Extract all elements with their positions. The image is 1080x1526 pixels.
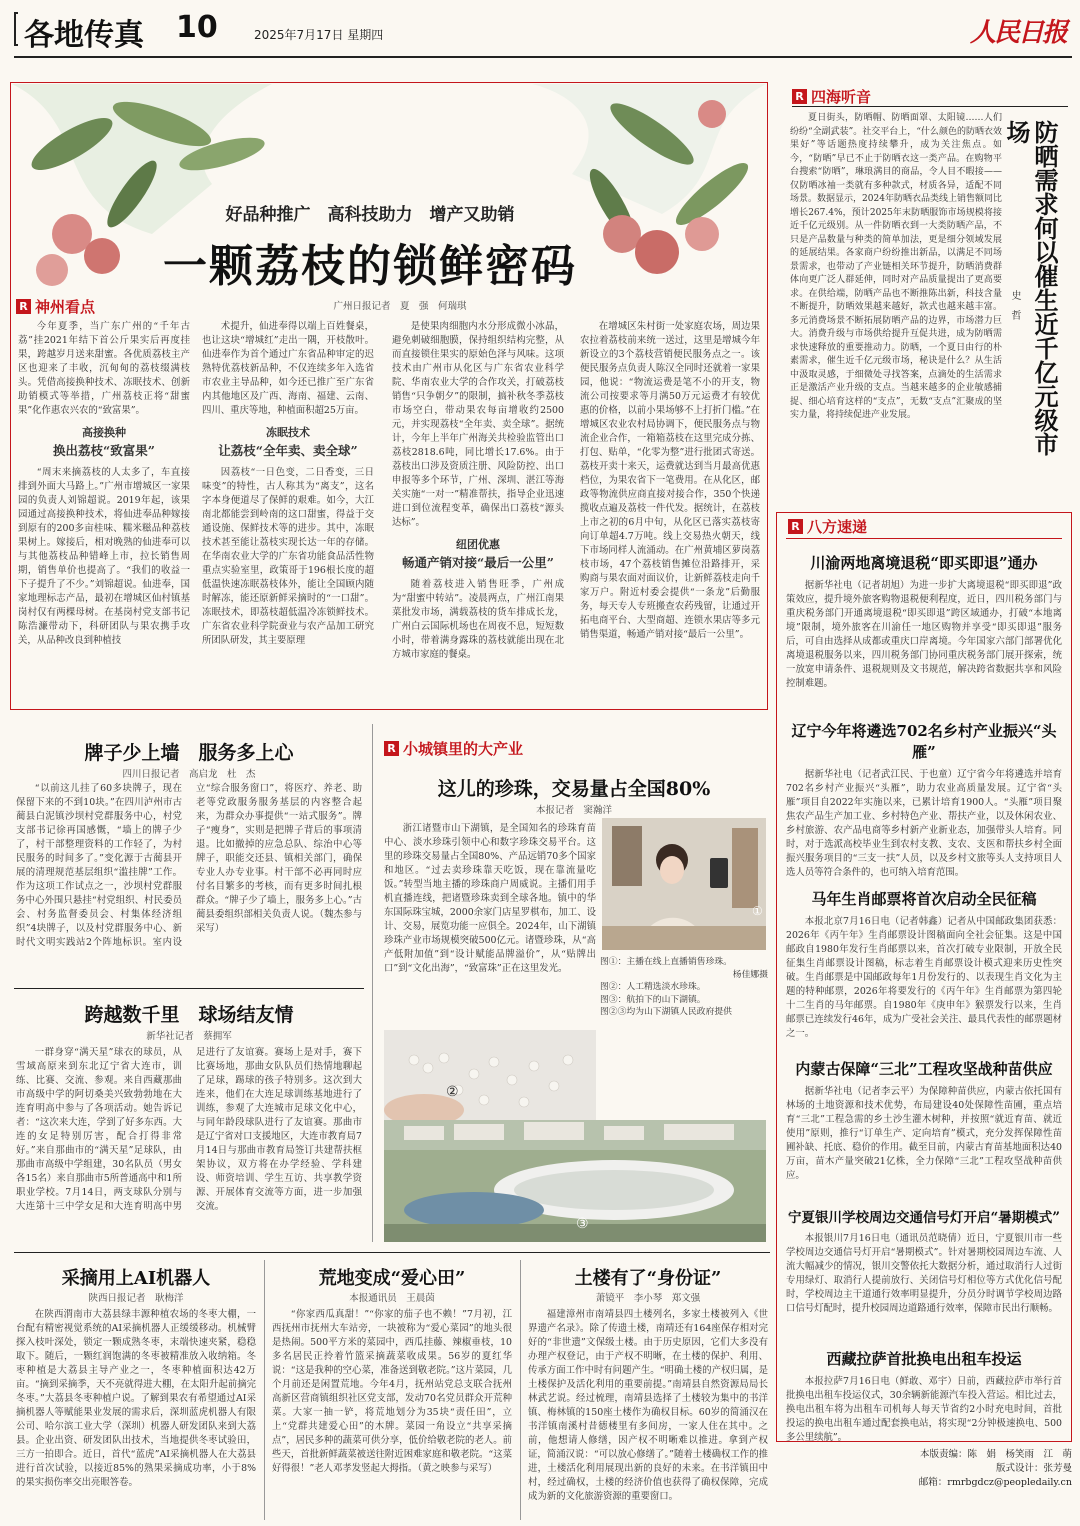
express-item-1 — [786, 552, 1062, 702]
town-photo-livestream — [602, 818, 766, 950]
label-text: 四海听音 — [811, 88, 872, 106]
express-title: 马年生肖邮票将首次启动全民征稿 — [811, 890, 1037, 908]
footer-designer: 版式设计：张芳曼 — [995, 1463, 1072, 1474]
bottom-divider-2 — [520, 1260, 521, 1520]
town-photo-aerial — [384, 1120, 766, 1242]
sec2-title: 让荔枝“全年卖、卖全球” — [218, 443, 358, 458]
r-badge-icon: R — [384, 741, 399, 756]
sec1-title: 换出荔枝“致富果” — [53, 443, 155, 458]
town-text: 浙江诸暨市山下湖镇，是全国知名的珍珠育苗中心、淡水珍珠引领中心和数字珍珠交易平台。这里的珍珠交易量占全国80%、产品远销70多个国家和地区。“过去卖珍珠靠天吃饭，现在靠流量吃饭。”转型当地主播的珍珠商户周威说。主播们用手机直播连线，把诸暨珍珠卖到全球各地。镇中的华东国际珠宝城，2000余家门店星罗棋布，加工、设计、交易，展览功能一应俱全。2024年，山下湖镇珍珠产业市场规模突破500亿元。诸暨珍珠，从“高产低附加值”到“设计赋能品牌溢价”，从“贴牌出口”到“文化出海”，“致富珠”正在这里发光。 — [384, 823, 596, 974]
express-title: 川渝两地离境退税“即买即退”通办 — [810, 554, 1038, 572]
bottom-story-3-text: 福建漳州市南靖县四土楼列名，多家土楼被列入《世界遗产名录》。除了传遗土楼，南靖还有164座保存相对完好的“非世遗”文保级土楼。由于历史原因，它们大多没有办理产权登记，由于产权不明晰，在土楼的保护、利用、传承方面工作中时有问题产生。“明确土楼的产权归属，是土楼保护及活化利用的重要前提。”南靖县自然资源局局长林武艺说。经过梳理，南靖县选择了土楼较为集中的书洋镇、梅林镇的150座土楼作为确权目标。60岁的简涌汉在书洋镇南溪村昔德楼里有多间房，一家人住在其中。之前，他想请人修缮，因产权不明晰难以推进。拿到产权证，简涌汉说：“可以放心修缮了。”随着土楼确权工作的推进，土楼活化利用展现出新的良好的未来。在书洋镇田中村，经过确权，土楼的经济价值也获得了确权保障，完成成为新的文化旅游资源的重要窗口。 — [528, 1309, 768, 1502]
express-text: 本报银川7月16日电（通讯员范晓倩）近日，宁夏银川市一些学校周边交通信号灯开启“暑期模式”。针对暑期校园周边车流、人流大幅减少的情况，银川交警依托大数据分析，通过取消行人过街专用绿灯、取消行人提前放行、关闭信号灯相位等方式优化信号配时，学校周边主干道通行效率明显提升，分员分时调节学校周边路口信号灯配时，提升校园周边道路通行效率，保障市民出行顺畅。 — [786, 1233, 1062, 1314]
story2-byline: 新华社记者 蔡拥军 — [146, 1031, 232, 1042]
sec3-kicker: 纽团优惠 — [456, 538, 500, 551]
feature-col-3 — [392, 320, 564, 705]
town-section-label — [384, 738, 523, 759]
express-item-6 — [786, 1348, 1062, 1443]
bottom-story-3-byline: 萧镜平 李小琴 郑文强 — [595, 1293, 701, 1304]
bottom-story-3-title: 土楼有了“身份证” — [574, 1268, 722, 1289]
r-badge-icon: R — [16, 299, 31, 314]
col3-top: 是使果肉细胞内水分形成微小冰晶，避免刺破细胞膜，保持组织结构完整，从而直接锁住果实的原始色泽与风味。这项技术由广州市从化区与广东省农业科学院、华南农业大学的合作攻关，打破荔枝销售“只争朝夕”的限制，搞补秋冬季荔枝市场空白，带动果农每亩增收约2500元，并实现荔枝“全年卖、卖全球”。据统计，今年上半年广州海关共检验监管出口荔枝2818.6吨，同比增长17.6%。由于荔枝出口涉及资质注册、风险防控、出口申报等多个环节，广州、深圳、湛江等海关实施“一对一”精准帮扶，指导企业迅速进口到位流程变革，确保出口荔枝“源头达标”。 — [392, 321, 564, 528]
story1-text: “以前这儿挂了60多块牌子，现在保留下来的不到10块。”在四川泸州市古蔺县白泥镇沙坝村党群服务中心，村党支部书记徐再国感慨，“墙上的牌子少了，村干部整理资料的工作轻了，为村民服务的时间多了。”变化源于古蔺县开展的清理规范基层组织“滥挂牌”工作。作为这项工作试点之一，沙坝村党群服务中心外围只悬挂“村党组织、村民委员会、村务监督委员会、村集体经济组织”4块牌子，以及村党群服务中心、新时代文明实践站2个阵地标识。室内设立“综合服务窗口”，将医疗、养老、助老等党政服务服务基层的内容整合起来，为群众办事提供“一站式服务”。牌子“瘦身”，实则是把牌子背后的事项清退。比如撤掉的应急总队、综治中心等牌子，职能交还县、镇相关部门，确保专业人办专业事。村干部不必再同时应付名目繁多的考核，而有更多时间扎根群众。“牌子少了墙上，服务多上心。”古蔺县委组织部相关负责人说。（魏杰参与采写） — [16, 783, 362, 948]
express-title: 内蒙古保障“三北”工程攻坚战种苗供应 — [795, 1060, 1053, 1078]
town-title: 这儿的珍珠，交易量占全国80% — [437, 778, 711, 800]
express-section-label — [788, 516, 867, 537]
bottom-rule — [14, 1252, 770, 1253]
bottom-story-2-text: “你家西瓜真甜！”“你家的茄子也不赖！”7月初，江西抚州市抚州大车站旁，一块被称为“爱心菜园”的地头很是热闹。500平方米的菜园中，西瓜挂藤、辣椒垂枝，10多名居民正拎着竹篮采摘蔬菜收成果。56岁的夏红华说：“这是我种的空心菜，准备送到敬老院。”这片菜园，几个月前还是闲置荒地。今年4月，抚州站党总支联合抚州高新区营商镇组织社区党支部，发动70名党员群众开荒种菜。大家一抽一铲，将荒地划分为35块“责任田”，立上“党群共建爱心田”的木牌。菜园一角设立“共享采摘点”，居民多种的蔬菜可供分享，低价给敬老院的老人。前些天，首批新鲜蔬菜被送往附近困难家庭和敬老院。“这菜好得很！”老人邓孝发竖起大拇指。（黄之映参与采写） — [272, 1309, 512, 1474]
express-item-2 — [786, 720, 1062, 878]
feature-byline: 广州日报记者 夏 强 何瑞琪 — [333, 301, 467, 312]
bottom-story-1-byline: 陕西日报记者 耿梅洋 — [88, 1293, 184, 1304]
bottom-story-2-title: 荒地变成“爱心田” — [318, 1268, 466, 1289]
feature-col-1 — [18, 320, 190, 705]
col4-text: 在增城区朱村街一处家庭农场，周边果农拉着荔枝前来统一送过，这里是增城今年新设立的3个荔枝营销便民服务点之一。该便民服务点负责人陈汉全同时还就着一家果园，他说：“物流运费是笔不小的开支，物流公司按要求等月满50万元运费才有较优惠的价格，以前小果场够不上打折门槛。”在增城区农业农村局协调下，便民服务点与物流企业合作，一箱箱荔枝在这里完成分拣、打包、贴单，“化零为整”进行批团式寄送。荔枝开卖十来天，运费就达到当月最高优惠档位，为果农省下一笔费用。在从化区，邮政等物流供应商直接对接合作，350个快递揽收点遍及荔枝一件代发。据统计，在荔枝上市之初的6月中旬，从化区已落实荔枝寄向订单超4.7万吨。线上交易热火朝天，线下市场同样人流涌动。在广州黄埔区萝岗荔枝市场，47个荔枝销售摊位沿路排开，采购商与果农面对面议价，让新鲜荔枝走向千家万户。附近村委会提供“一条龙”后勤服务，每天专人专班搬查农药残留，让通过开拓电商平台、大型商超、连锁水果店等多元销售渠道，畅通产销对接“最后一公里”。 — [580, 321, 760, 640]
footer-editors: 本版责编：陈 娟 杨笑雨 江 萌 — [919, 1449, 1072, 1460]
sec1-text: “周末来摘荔枝的人太多了，车直接排到外面大马路上。”广州市增城区一家果园的负责人刘锦超说。2019年起，该果园通过高接换种技术，将仙进奉品种嫁接到原有的200多亩桂味、糯米糍品种荔枝果树上。嫁接后，相对晚熟的仙进奉可以与其他荔枝品种错峰上市，拉长销售周期，销售单价也提高了。“我们的收益一下子提升了不少。”刘锦超说。仙进奉，国家地理标志产品，最初在增城区仙村镇基岗村仅有两棵母树。在基岗村党支部书记陈浩濂带动下，科研团队与果农携手攻关，从品种改良到种植技 — [18, 467, 190, 646]
express-text: 本报北京7月16日电（记者韩鑫）记者从中国邮政集团获悉：2026年《丙午年》生肖邮票设计图稿面向全社会征集。这是中国邮政自1980年发行生肖邮票以来，首次打破专业限制，开放全民征集生肖邮票设计图稿，标志着生肖邮票设计模式迎来历史性突破。生肖邮票是中国邮政每年1月份发行的、以表现生肖文化为主题的特种邮票，2026年将要发行的《丙午年》生肖邮票为第四轮十二生肖的马年邮票。自1980年《庚申年》猴票发行以来，生肖邮票已连续发行46年，成为广受社会关注、最具代表性的邮票题材之一。 — [786, 916, 1062, 1039]
feature-kicker: 好品种推广 高科技助力 增产又助销 — [225, 205, 515, 225]
label-text: 小城镇里的大产业 — [403, 740, 524, 758]
sec2-text: 因荔枝“一日色变，二日香变，三日味变”的特性，古人称其为“离支”，这名字本身便道尽了保鲜的艰难。如今，大江南北都能尝到岭南的这口甜蜜，得益于交通设施、保鲜技术等的进步。其中，冻眠技术甚至能让荔枝实现长达一年的存储。在华南农业大学的广东省功能食品活性物重点实验室里，政策哥于196根长度的超低温快速冻眠荔枝体外，能让全国顾内随时解冻，能还原新鲜采摘时的“一口甜”。冻眠技术，即荔枝超低温冷冻锁鲜技术。广东省农业科学院蚕业与农产品加工研究所团队研发，其主要原理 — [202, 467, 374, 646]
sec3-title: 畅通产销对接“最后一公里” — [402, 555, 554, 570]
page-footer — [850, 1448, 1072, 1490]
label-text: 八方速递 — [807, 518, 868, 536]
sec2-kicker: 冻眠技术 — [266, 426, 310, 439]
bottom-story-1-text: 在陕西渭南市大荔县绿丰源种植农场的冬枣大棚，一台配有精密视觉系统的AI采摘机器人正缓缓移动。机械臂探入枝叶深处，锁定一颗成熟冬枣，末端快速夹紧，稳稳取下。随后，一颗红润饱满的冬枣被精准放入收纳箱。冬枣种植是大荔县主导产业之一，冬枣种植面积达42万亩。“摘到采摘季，天不亮就得进大棚，在太阳升起前摘完冬枣。”大荔县冬枣种植户说。了解到果农有希望通过AI采摘机器人等赋能果业发展的需求后，深圳蓝虎机器人有限公司、哈尔滨工业大学（深圳）机器人研发团队来到大荔县。企业出资、研发团队出技术，当地提供冬枣试验田，三方一拍即合。近日，首代“蓝虎”AI采摘机器人在大荔县进行首次试验，以接近85%的熟果采摘成功率，小于8%的果实损伤率交出亮眼答卷。 — [16, 1309, 256, 1488]
bottom-story-1-title: 采摘用上AI机器人 — [61, 1268, 211, 1289]
express-text: 据新华社电（记者李云平）为保障种苗供应，内蒙古依托国有林场的土地资源和技术优势，布局建设40处保障性苗圃，重点培育“三北”工程急需的乡土沙生灌木树种，并按照“就近育苗、就近使用”原则，推行“订单生产、定向培育”模式，充分发挥保障性苗圃补缺、托底、稳价的作用。截至目前，内蒙古育苗基地面积达40万亩，苗木产量突破21亿株，全力保障“三北”工程攻坚战种苗供应。 — [786, 1086, 1062, 1181]
caption-1: 图①：主播在线上直播销售珍珠。 — [600, 957, 732, 967]
caption-2: 图②：人工精选淡水珍珠。 — [600, 982, 706, 992]
sec1-kicker: 高接换种 — [82, 426, 126, 439]
bottom-divider-1 — [264, 1260, 265, 1520]
express-title: 辽宁今年将遴选702名乡村产业振兴“头雁” — [791, 722, 1057, 761]
caption-3: 图③：航拍下的山下湖镇。 — [600, 994, 706, 1005]
vertical-divider — [372, 724, 373, 1242]
photo-mark-1: ① — [752, 904, 763, 918]
story1-byline: 四川日报记者 高启龙 杜 杰 — [122, 769, 256, 780]
story2-text: 一群身穿“满天星”球衣的球员，从雪域高原来到东北辽宁省大连市，训练、比赛、交流、参观。来自西藏那曲市高级中学的阿切桑美兴致勃勃地在大连育明高中参与了各项活动。她告诉记者：“这次来大连，学到了好多东西。大连的女足特别厉害，配合打得非常好。”来自那曲市的“满天星”足球队，由那曲市高级中学组建，30名队员（男女各15名）来自那曲市5所普通高中和1所职业学校。7月14日，两支球队分别与大连第十三中学女足和大连育明高中男足进行了友谊赛。赛场上是对手，赛下比赛场地，那曲女队队员们热情地聊起了足球，踢球的孩子特别多。这次到大连来，他们在大连足球训练基地进行了训练，参观了大连城市足球文化中心，与同年龄段球队进行了友谊赛。那曲市是辽宁省对口支援地区，大连市教育局7月14日与那曲市教育局签订共建帮扶框架协议，双方将在办学经验、学科建设、师资培训、学生互访、共享教学资源、开展体育交流等方面，进一步加强交流。 — [16, 1047, 362, 1212]
feature-title: 一颗荔枝的锁鲜密码 — [163, 241, 577, 292]
story2-title: 跨越数千里 球场结友情 — [84, 1004, 294, 1026]
page-number: 10 — [176, 10, 218, 45]
town-photo-pearls — [384, 1030, 596, 1122]
opinion-author: 史 哲 — [1009, 290, 1020, 320]
header-rule — [14, 56, 1072, 58]
r-badge-icon: R — [792, 89, 807, 104]
section-name: 各地传真 — [24, 18, 144, 53]
town-captions — [600, 956, 768, 1019]
opinion-title: 防晒需求何以催生近千亿元级市场 — [1002, 120, 1059, 456]
express-item-4 — [786, 1058, 1062, 1198]
express-item-5 — [786, 1206, 1062, 1336]
opinion-text: 夏日街头，防晒帽、防晒面罩、太阳镜……人们纷纷“全副武装”。社交平台上，“什么颜色的防晒衣效果好”等话题热度持续攀升，成为关注焦点。如今，“防晒”早已不止于防晒衣这一类产品。在购物平台搜索“防晒”，琳琅满目的商品，令人目不暇接——仅防晒冰袖一类就有多种款式，材质各异，适配不同场景。数据显示，2024年防晒衣品类线上销售额同比增长267.4%，预计2025年末防晒服饰市场规模将接近千亿元级别。从一件防晒衣到一大类防晒产品，不只是产品数量与种类的简单加法，更是细分领域发展的延展结果。各家商户纷纷推出新品，以满足不同场景需求，也带动了产业链相关环节提升，防晒消费群体向更广泛人群延伸，同时对产品质量提出了更高要求。在供给端，防晒产品也不断推陈出新，科技含量不断提升，防晒效果越来越好，款式也越来越丰富。多元消费场景不断拓展防晒产品的边界，市场潜力巨大。消费升级与市场供给提升互促共进，成为防晒需求快速释放的重要推动力。防晒，一个夏日由行的朴素需求，催生近千亿元级市场，秘诀是什么？从生活中汲取灵感，于细微处寻找答案，点滴处的生活需求正是激活产业升级的支点。当越来越多的企业敏感捕捉、细心培育这样的“支点”，无数“支点”汇聚成的坚实力量，将持续促进产业发展。 — [790, 113, 1002, 420]
issue-date: 2025年7月17日 星期四 — [254, 28, 384, 42]
opinion-section-label — [792, 86, 871, 107]
express-item-3 — [786, 888, 1062, 1048]
story1-title: 牌子少上墙 服务多上心 — [84, 742, 294, 764]
feature-lead: 今年夏季，当广东广州的“千年古荔”挂2021年结下首公斤果实后再度挂果，跨越岁月送来甜蜜。各优质荔枝主产区也迎来了丰收，沉甸甸的荔枝缀满枝头。凭借高接换种技术、冻眠技术、创新助销模式等举措，广州荔枝正将“甜蜜果”化作惠农兴农的“致富果”。 — [18, 321, 190, 416]
r-badge-icon: R — [788, 519, 803, 534]
newspaper-logo: 人民日报 — [970, 18, 1067, 48]
photo-mark-2: ② — [446, 1084, 459, 1100]
express-text: 据新华社电（记者胡旭）为进一步扩大离境退税“即买即退”政策效应，提升境外旅客购物退税便利程度，近日，四川税务部门与重庆税务部门开通离境退税“即买即退”跨区域通办，打破“本地离境”限制，境外旅客在川渝任一地区购物并享受“即买即退”服务后，可自由选择从成都或重庆口岸离境。今年国家六部门部署优化离境退税服务以来，四川税务部门协同重庆税务部门展开探索，统一放宽申请条件、退税规则及文书规范，解决跨省数据共享和风险控制难题。 — [786, 580, 1062, 689]
express-title: 宁夏银川学校周边交通信号灯开启“暑期模式” — [787, 1210, 1061, 1226]
caption-credit-1: 杨佳娜摄 — [732, 969, 768, 980]
sec3-text: 随着荔枝进入销售旺季，广州成为“甜蜜中转站”。凌晨两点，广州江南果菜批发市场，满载荔枝的货车排成长龙，广州白云国际机场也在周夜不息，短短数小时，带着满身露珠的荔枝就能出现在北方城市家庭的餐桌。 — [392, 579, 564, 660]
bottom-story-2-byline: 本报通讯员 王晨茵 — [349, 1293, 435, 1304]
express-text: 据新华社电（记者武江民、于也童）辽宁省今年将遴选并培育702名乡村产业振兴“头雁”，助力农业高质量发展。辽宁省“头雁”项目自2022年实施以来，已累计培育1900人。“头雁”项目聚焦农产品生产加工业、乡村特色产业、帮扶产业，以及休闲农业、乡村旅游、农产品电商等乡村新产业新业态，加强带头人培育。同时，对于选派高校毕业生到农村支教、支农、支医和帮扶乡村全面振兴服务项目的“三支一扶”人员，以及乡村文旅等头人支持项目人选人员等符合条件的，也可纳入培育范围。 — [786, 769, 1062, 878]
town-byline: 本报记者 窦瀚洋 — [535, 805, 612, 816]
feature-section-label — [16, 296, 95, 317]
feature-col-2 — [202, 320, 374, 705]
feature-col-4 — [580, 320, 760, 705]
opinion-rule — [792, 106, 1068, 107]
caption-credit-2: 图②③均为山下湖镇人民政府提供 — [600, 1007, 732, 1017]
footer-email: 邮箱：rmrbgdcz@peopledaily.cn — [918, 1477, 1072, 1488]
header-bracket — [14, 12, 18, 46]
express-rule — [786, 538, 1062, 539]
express-title: 西藏拉萨首批换电出租车投运 — [826, 1350, 1022, 1368]
photo-mark-3: ③ — [576, 1216, 589, 1232]
label-text: 神州看点 — [35, 298, 96, 316]
story-divider — [14, 988, 364, 989]
col2-top: 术提升，仙进奉得以端上百姓餐桌，也让这块“增城红”走出一隅，开枝散叶。仙进奉作为首个通过广东省品种审定的迟熟特优荔枝新品种，不仅连续多年入选省市农业主导品种，如今还已推广至广东省内其他地区及广西、海南、福建、云南、四川、重庆等地，种植面积超25万亩。 — [202, 321, 374, 416]
express-text: 本报拉萨7月16日电（鲜敢、邓宇）日前，西藏拉萨市举行首批换电出租车投运仪式，30余辆新能源汽车投入营运。相比过去，换电出租车将为出租车司机每人每天节省约2小时充电时间，首批投运的换电出租车通过配套换电站，将实现“2分钟极速换电、500多公里续航”。 — [786, 1376, 1062, 1443]
page-header — [8, 8, 1072, 52]
